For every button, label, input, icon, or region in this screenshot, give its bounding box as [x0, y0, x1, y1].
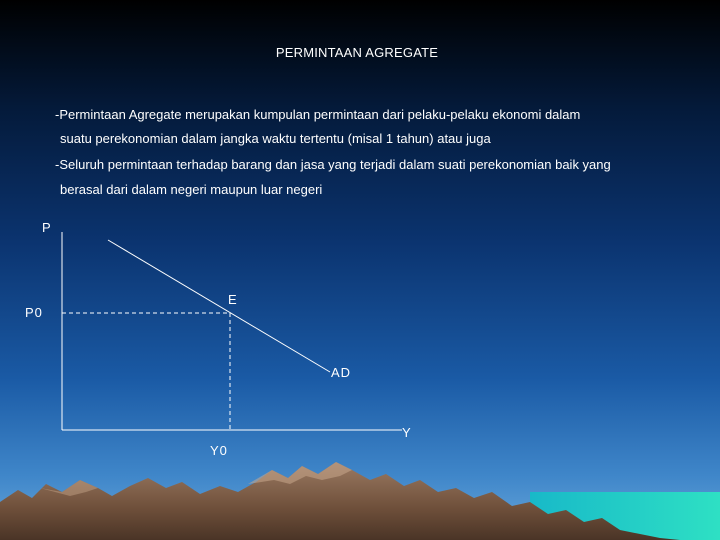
equilibrium-label: E	[228, 292, 238, 307]
slide-title: PERMINTAAN AGREGATE	[275, 45, 439, 60]
paragraph-line-3: -Seluruh permintaan terhadap barang dan jasa yang terjadi dalam suati perekonomian baik yang	[55, 157, 611, 172]
paragraph-line-1: -Permintaan Agregate merupakan kumpulan permintaan dari pelaku-pelaku ekonomi dalam	[55, 107, 581, 122]
y-axis-label: P	[42, 220, 52, 235]
ad-curve	[108, 240, 330, 372]
output-label: Y0	[210, 443, 228, 458]
ad-curve-label: AD	[331, 365, 352, 380]
mountain-landscape	[0, 440, 720, 540]
x-axis-label: Y	[402, 425, 412, 440]
price-level-label: P0	[25, 305, 43, 320]
paragraph-line-4: berasal dari dalam negeri maupun luar negeri	[60, 182, 323, 197]
paragraph-line-2: suatu perekonomian dalam jangka waktu tertentu (misal 1 tahun) atau juga	[60, 131, 491, 146]
